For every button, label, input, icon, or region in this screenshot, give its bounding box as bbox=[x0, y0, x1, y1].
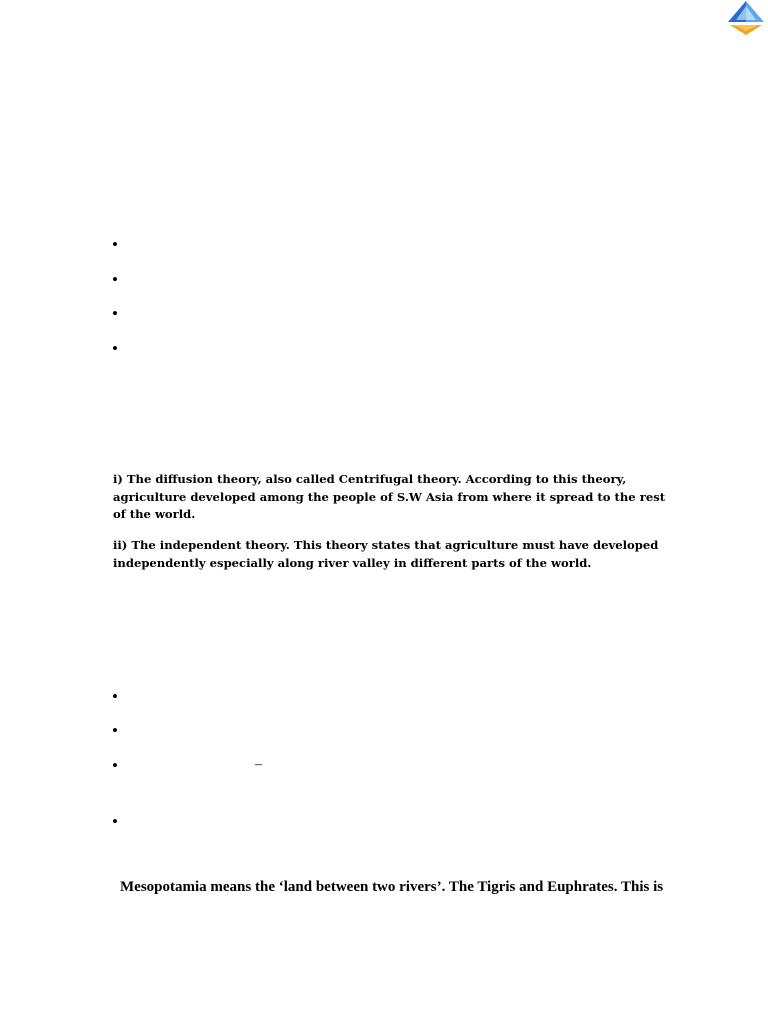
mesopotamia-paragraph: Mesopotamia means the ‘land between two rivers’. The Tigris and Euphrates. This is bbox=[120, 879, 664, 895]
diffusion-theory-paragraph: i) The diffusion theory, also called Centrifugal theory. According to this theory, agriculture developed among the people of S.W Asia from where it spread to the rest of the world. bbox=[113, 472, 666, 521]
independent-theory-paragraph: ii) The independent theory. This theory states that agriculture must have developed independently especially along river valley in different parts of the world. bbox=[113, 538, 659, 570]
bullet: • bbox=[112, 235, 118, 254]
bullet: • bbox=[112, 304, 118, 323]
bullet: • bbox=[112, 756, 118, 775]
bullet: • bbox=[112, 339, 118, 358]
pyramid-logo-icon bbox=[724, 0, 768, 36]
bullet: • bbox=[112, 721, 118, 740]
bullet: • bbox=[112, 812, 118, 831]
bullet: • bbox=[112, 687, 118, 706]
dash-mark: – bbox=[255, 757, 262, 772]
bullet: • bbox=[112, 270, 118, 289]
